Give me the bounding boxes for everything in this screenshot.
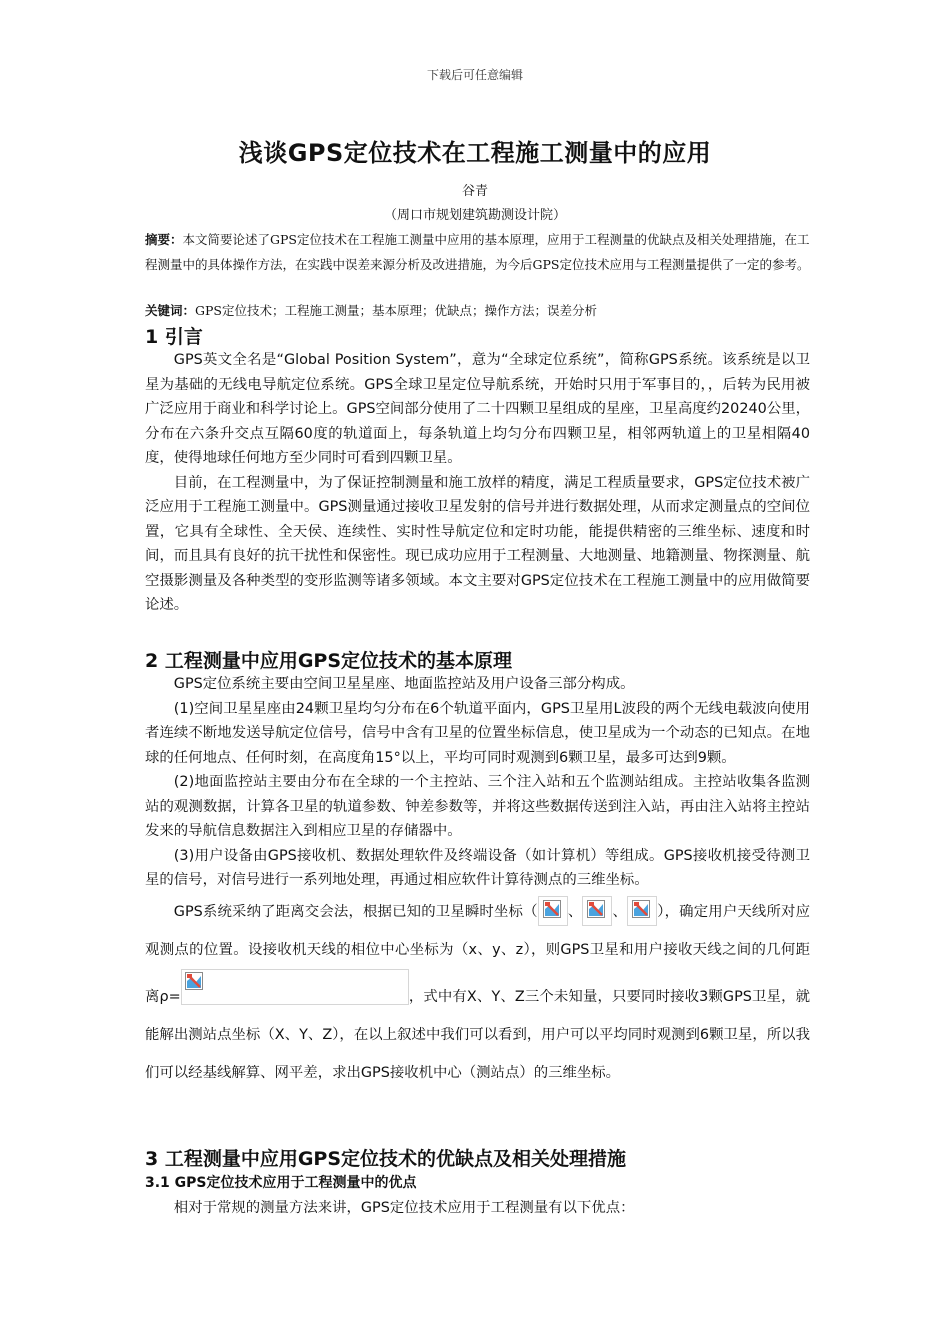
section-2-heading: 2 工程测量中应用GPS定位技术的基本原理 [145,650,513,672]
broken-image-icon [181,969,409,1005]
section-1-paragraph-1: GPS英文全名是“Global Position System”，意为“全球定位系统”，简称GPS系统。该系统是以卫星为基础的无线电导航定位系统。GPS全球卫星定位导航系统，开始时只用于军事目的，，后转为民用被广泛应用于商业和科学讨论上。GPS空间部分使用了二十四颗卫星组成的星座，卫星高度约20240公里，分布在六条升交点互隔60度的轨道面上，每条轨道上均匀分布四颗卫星，相邻两轨道上的卫星相隔40度，使得地球任何地方至少同时可看到四颗卫星。 [145,352,810,466]
keywords-label: 关键词： [145,303,196,318]
formula-text-a: GPS系统采纳了距离交会法，根据已知的卫星瞬时坐标（ [173,903,538,920]
section-2-paragraph-4: (3)用户设备由GPS接收机、数据处理软件及终端设备（如计算机）等组成。GPS接收机接受待测卫星的信号，对信号进行一系列地处理，再通过相应软件计算待测点的三维坐标。 [145,847,810,888]
affiliation: （周口市规划建筑勘测设计院） [383,208,566,223]
section-2-paragraph-5 [145,893,810,1092]
section-2-body [145,672,810,1092]
abstract [145,227,810,277]
section-1-body [145,348,810,618]
section-2-paragraph-3: (2)地面监控站主要由分布在全球的一个主控站、三个注入站和五个监测站组成。主控站收集各监测站的观测数据，计算各卫星的轨道参数、钟差参数等，并将这些数据传送到注入站，再由注入站将主控站发来的导航信息数据注入到相应卫星的存储器中。 [145,774,810,839]
formula-text-c: ，式中有X、Y、Z三个未知量，只要同时接收3颗GPS卫星，就能解出测站点坐标（X、Y、Z），在以上叙述中我们可以看到，用户可以平均同时观测到6颗卫星，所以我们可以经基线解算、网平差，求出GPS接收机中心（测站点）的三维坐标。 [145,988,810,1081]
section-1-paragraph-2: 目前，在工程测量中，为了保证控制测量和施工放样的精度，满足工程质量要求，GPS定位技术被广泛应用于工程施工测量中。GPS测量通过接收卫星发射的信号并进行数据处理，从而求定测量点的空间位置，它具有全球性、全天侯、连续性、实时性导航定位和定时功能，能提供精密的三维坐标、速度和时间，而且具有良好的抗干扰性和保密性。现已成功应用于工程测量、大地测量、地籍测量、物探测量、航空摄影测量及各种类型的变形监测等诸多领域。本文主要对GPS定位技术在工程施工测量中的应用做简要论述。 [145,474,810,613]
section-3-1-heading: 3.1 GPS定位技术应用于工程测量中的优点 [145,1175,417,1191]
broken-image-icon [627,896,657,926]
section-2-paragraph-1: GPS定位系统主要由空间卫星星座、地面监控站及用户设备三部分构成。 [173,676,635,692]
section-2-paragraph-2: (1)空间卫星星座由24颗卫星均匀分布在6个轨道平面内，GPS卫星用L波段的两个无线电载波向使用者连续不断地发送导航定位信号，信号中含有卫星的位置坐标信息，使卫星成为一个动态的已知点。在地球的任何地点、任何时刻，在高度角15°以上，平均可同时观测到6颗卫星，最多可达到9颗。 [145,700,810,766]
section-3-heading: 3 工程测量中应用GPS定位技术的优缺点及相关处理措施 [145,1148,627,1170]
author: 谷青 [461,184,488,199]
broken-image-icon [538,896,568,926]
keywords [145,300,810,322]
broken-image-icon [582,896,612,926]
page-title: 浅谈GPS定位技术在工程施工测量中的应用 [238,139,712,167]
section-3-body [145,1196,810,1221]
header-note: 下载后可任意编辑 [426,68,523,82]
keywords-text: GPS定位技术；工程施工测量；基本原理；优缺点；操作方法；误差分析 [195,303,597,318]
abstract-label: 摘要： [145,232,183,247]
section-3-paragraph-1: 相对于常规的测量方法来讲，GPS定位技术应用于工程测量有以下优点： [173,1200,635,1216]
formula-separator: 、 [612,903,628,920]
formula-text-b: ），确定用户天线所对应观测点的位置。设接收机天线的相位中心坐标为（x、y、z），则GPS卫星和用户接收天线之间的几何距离ρ= [145,903,810,1005]
section-1-heading: 1 引言 [145,326,203,348]
abstract-text: 本文简要论述了GPS定位技术在工程施工测量中应用的基本原理，应用于工程测量的优缺点及相关处理措施，在工程测量中的具体操作方法，在实践中误差来源分析及改进措施，为今后GPS定位技术应用与工程测量提供了一定的参考。 [145,232,810,272]
formula-separator: 、 [567,903,583,920]
